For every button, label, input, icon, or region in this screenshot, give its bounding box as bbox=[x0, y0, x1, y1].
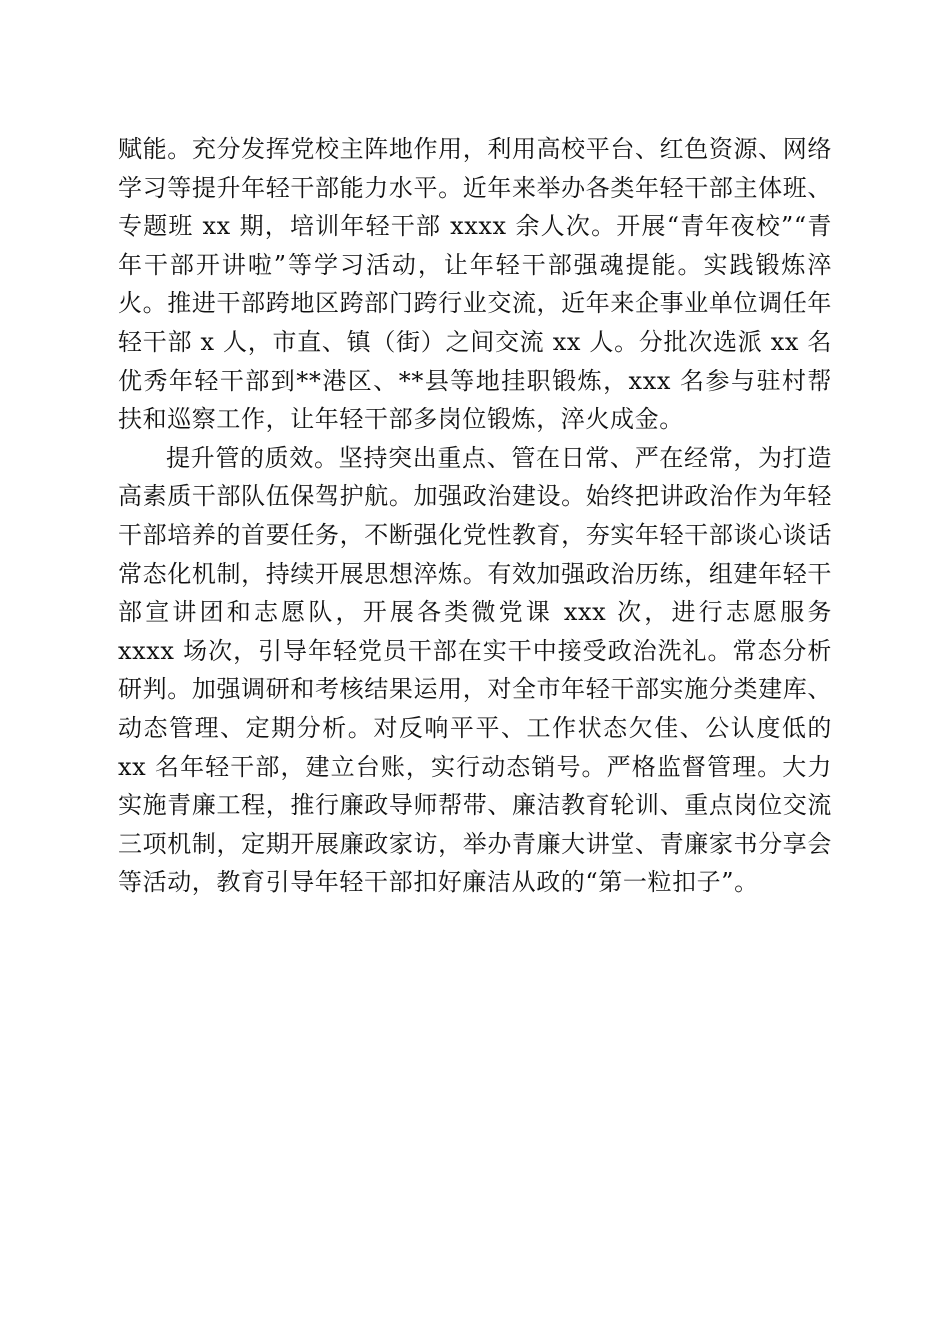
paragraph-2: 提升管的质效。坚持突出重点、管在日常、严在经常，为打造高素质干部队伍保驾护航。加强政治建设。始终把讲政治作为年轻干部培养的首要任务，不断强化党性教育，夯实年轻干部谈心谈话常态化机制，持续开展思想淬炼。有效加强政治历练，组建年轻干部宣讲团和志愿队，开展各类微党课 xxx 次，进行志愿服务 xxxx 场次，引导年轻党员干部在实干中接受政治洗礼。常态分析研判。加强调研和考核结果运用，对全市年轻干部实施分类建库、动态管理、定期分析。对反响平平、工作状态欠佳、公认度低的 xx 名年轻干部，建立台账，实行动态销号。严格监督管理。大力实施青廉工程，推行廉政导师帮带、廉洁教育轮训、重点岗位交流三项机制，定期开展廉政家访，举办青廉大讲堂、青廉家书分享会等活动，教育引导年轻干部扣好廉洁从政的“第一粒扣子”。 bbox=[118, 443, 832, 897]
document-body bbox=[118, 130, 832, 902]
paragraph-1: 赋能。充分发挥党校主阵地作用，利用高校平台、红色资源、网络学习等提升年轻干部能力水平。近年来举办各类年轻干部主体班、专题班 xx 期，培训年轻干部 xxxx 余人次。开展“青年夜校”“青年干部开讲啦”等学习活动，让年轻干部强魂提能。实践锻炼淬火。推进干部跨地区跨部门跨行业交流，近年来企事业单位调任年轻干部 x 人，市直、镇（街）之间交流 xx 人。分批次选派 xx 名优秀年轻干部到**港区、**县等地挂职锻炼，xxx 名参与驻村帮扶和巡察工作，让年轻干部多岗位锻炼，淬火成金。 bbox=[118, 135, 832, 434]
